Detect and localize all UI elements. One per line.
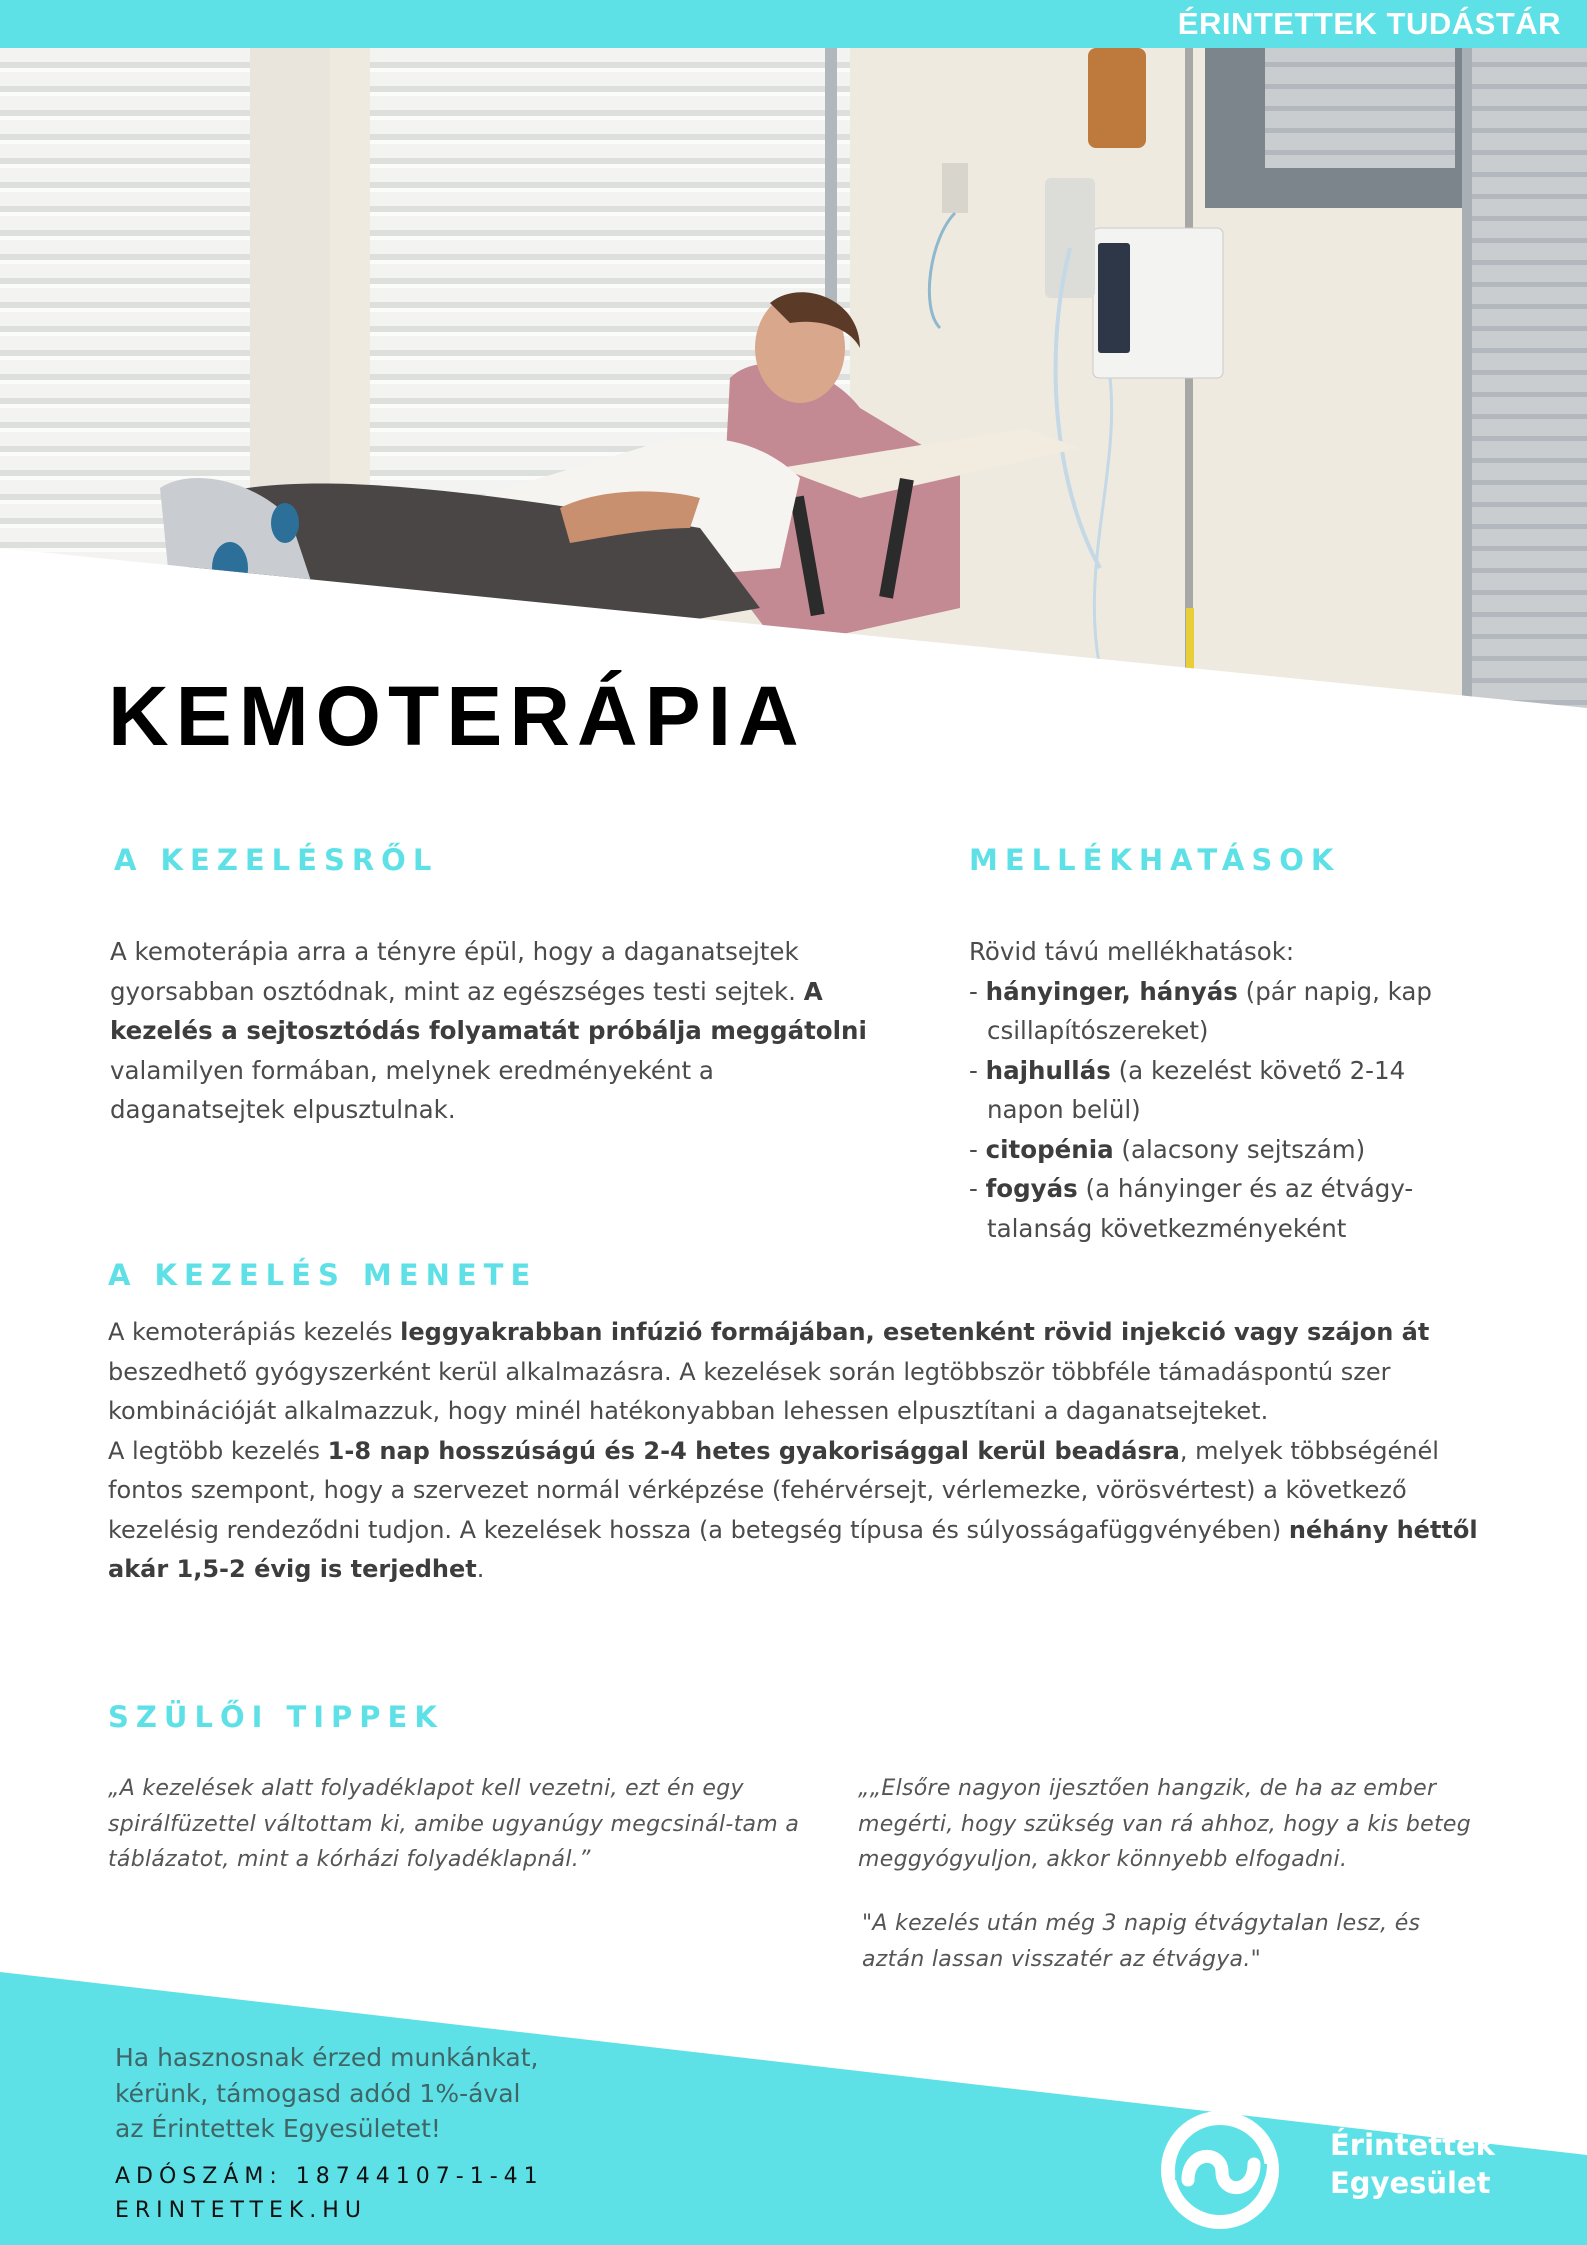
- side-effect-name: hányinger, hányás: [985, 976, 1238, 1006]
- process-text: A legtöbb kezelés: [108, 1436, 328, 1465]
- side-effect-item: - hajhullás (a kezelést követő 2-14 napon belül): [969, 1055, 1406, 1124]
- about-paragraph: [110, 932, 870, 1130]
- website-link[interactable]: ERINTETTEK.HU: [115, 2198, 367, 2223]
- process-text-bold: 1-8 nap hosszúságú és 2-4 hetes gyakorisággal kerül beadásra: [327, 1436, 1180, 1465]
- process-heading: A KEZELÉS MENETE: [108, 1258, 538, 1292]
- about-text-3: valamilyen formában, melynek eredményeként a daganatsejtek elpusztulnak.: [110, 1055, 714, 1124]
- logo-line: Érintettek: [1330, 2128, 1495, 2162]
- process-paragraph-2: [108, 1432, 1488, 1590]
- side-effect-item: - hányinger, hányás (pár napig, kap csillapítószereket): [969, 976, 1432, 1045]
- process-text: A kemoterápiás kezelés: [108, 1318, 401, 1346]
- about-heading: A KEZELÉSRŐL: [114, 843, 439, 877]
- side-effect-name: fogyás: [985, 1174, 1078, 1203]
- side-effect-item: - fogyás (a hányinger és az étvágy-talanság következményeként: [969, 1174, 1414, 1243]
- side-effects-heading: MELLÉKHATÁSOK: [969, 843, 1341, 877]
- side-effect-detail: (alacsony sejtszám): [1113, 1134, 1366, 1164]
- support-text: [115, 2040, 575, 2147]
- patient-in-chemo-chair-photo: [0, 48, 1587, 708]
- brand-title: ÉRINTETTEK TUDÁSTÁR: [1177, 6, 1561, 41]
- about-text-2: A kezelés a sejtosztódás folyamatát próbálja meggátolni: [110, 976, 867, 1045]
- tip-quote-3: "A kezelés után még 3 napig étvágytalan lesz, és aztán lassan visszatér az étvágya.": [862, 1911, 1421, 1972]
- tips-heading: SZÜLŐI TIPPEK: [108, 1700, 444, 1734]
- tip-quote-1: „A kezelések alatt folyadéklapot kell vezetni, ezt én egy spirálfüzettel váltottam ki, amibe ugyanúgy megcsinál-tam a táblázatot, mint a kórházi folyadéklapnál.”: [108, 1776, 800, 1872]
- process-text-bold: néhány héttől akár 1,5-2 évig is terjedhet: [108, 1515, 1478, 1583]
- side-effects-intro: Rövid távú mellékhatások:: [969, 937, 1295, 966]
- side-effects-block: [969, 932, 1489, 1248]
- tax-number: ADÓSZÁM: 18744107-1-41: [115, 2164, 544, 2189]
- process-text: beszedhető gyógyszerként kerül alkalmazásra. A kezelések során legtöbbször többféle támadáspontú szer kombinációját alkalmazzuk, hogy minél hatékonyabban lehessen elpusztítani a daganatsejteket.: [108, 1357, 1391, 1425]
- logo-wordmark: [1330, 2126, 1495, 2202]
- side-effect-detail: (a kezelést követő 2-14 napon belül): [987, 1055, 1406, 1124]
- side-effect-name: citopénia: [985, 1134, 1114, 1164]
- side-effect-detail: (pár napig, kap csillapítószereket): [987, 976, 1432, 1045]
- page-title: KEMOTERÁPIA: [108, 669, 806, 763]
- process-text: .: [476, 1555, 485, 1583]
- process-block: [108, 1313, 1488, 1590]
- side-effect-item: - citopénia (alacsony sejtszám): [969, 1134, 1366, 1164]
- process-text-bold: leggyakrabban infúzió formájában, esetenként rövid injekció vagy szájon át: [400, 1318, 1430, 1346]
- support-line: kérünk, támogasd adód 1%-ával: [115, 2078, 521, 2108]
- support-line: Ha hasznosnak érzed munkánkat,: [115, 2043, 539, 2072]
- side-effect-name: hajhullás: [985, 1055, 1111, 1085]
- contact-block: [115, 2160, 544, 2228]
- side-effects-list: [969, 972, 1489, 1249]
- support-line: az Érintettek Egyesületet!: [115, 2114, 441, 2143]
- top-banner: [0, 0, 1587, 48]
- process-paragraph-1: [108, 1313, 1488, 1432]
- about-text-1: A kemoterápia arra a tényre épül, hogy a daganatsejtek gyorsabban osztódnak, mint az egészséges testi sejtek.: [110, 937, 804, 1006]
- hero-photo: [0, 48, 1587, 708]
- tip-quote-2: „„Elsőre nagyon ijesztően hangzik, de ha az ember megérti, hogy szükség van rá ahhoz, hogy a kis beteg meggyógyuljon, akkor könnyebb elfogadni.: [858, 1776, 1471, 1872]
- process-text: , melyek többségénél fontos szempont, hogy a szervezet normál vérképzése (fehérvérsejt, vérlemezke, vörösvértest) a következő kezelésig rendeződni tudjon. A kezelések hossza (a betegség típusa és súlyosságafüggvényében): [108, 1436, 1439, 1544]
- logo-line: Egyesület: [1330, 2166, 1491, 2200]
- side-effect-detail: (a hányinger és az étvágy-talanság következményeként: [987, 1174, 1414, 1243]
- iv-bag: [1088, 48, 1146, 148]
